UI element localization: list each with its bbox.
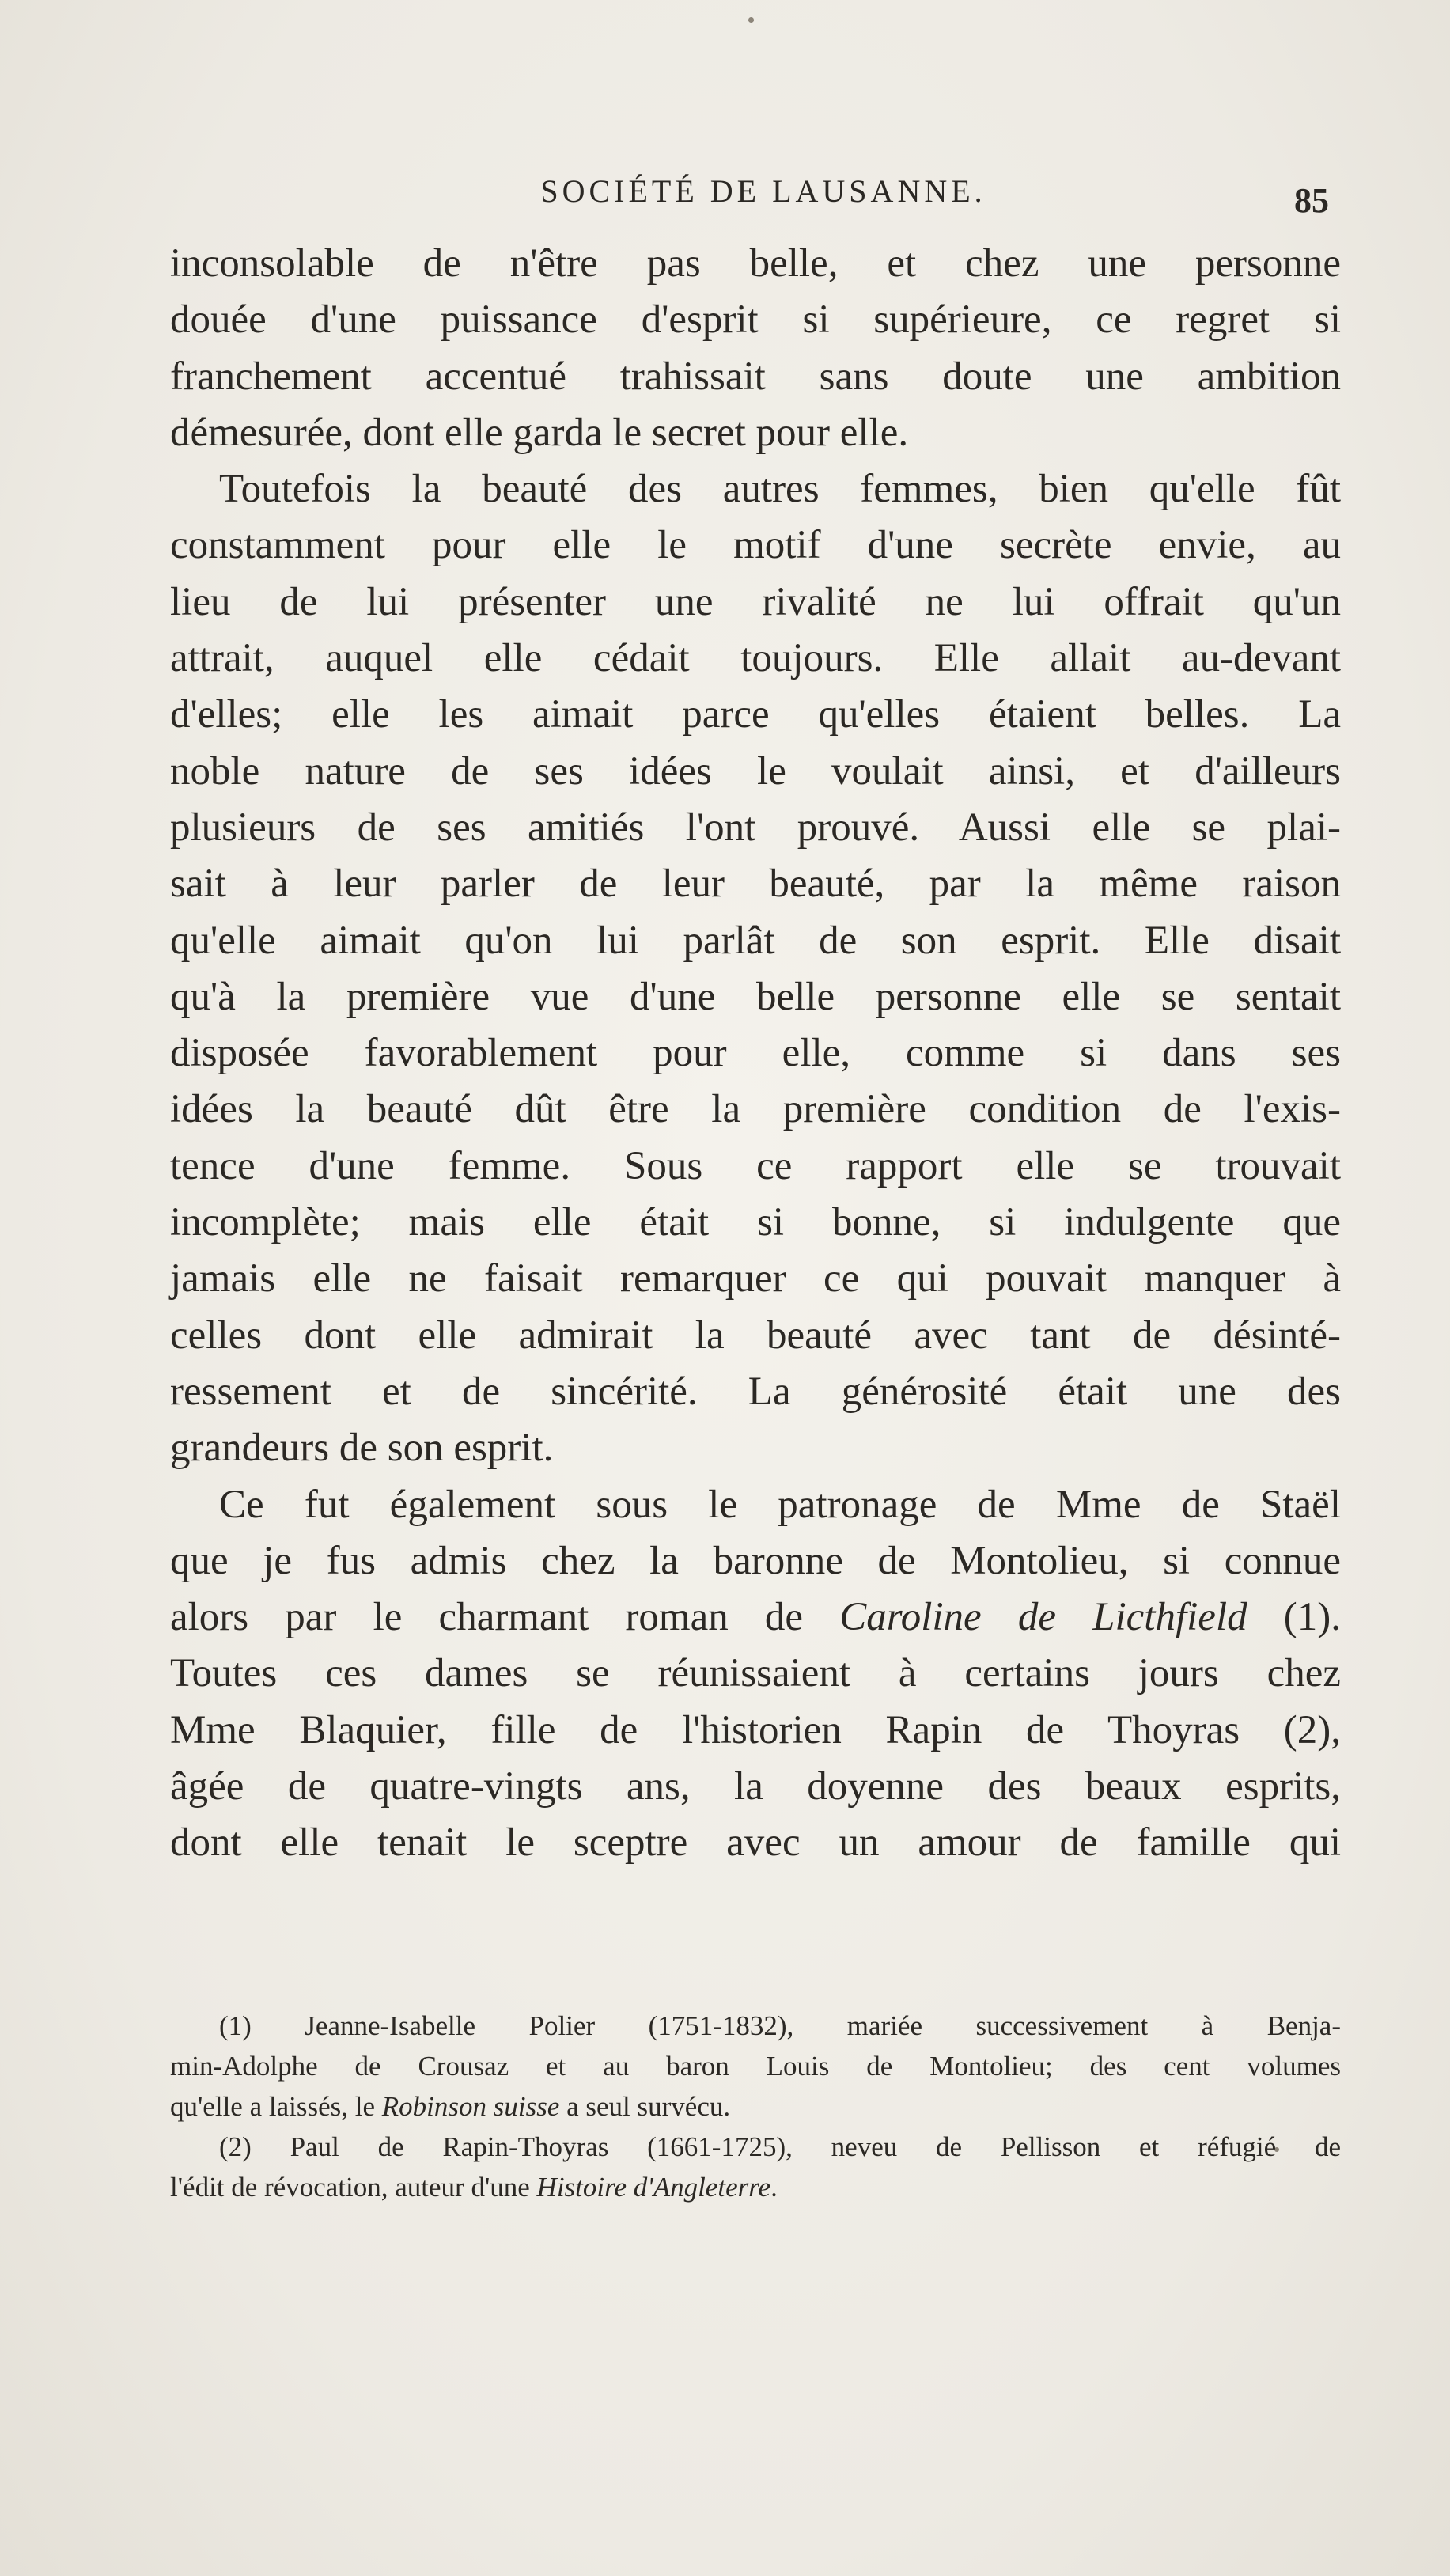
text-line: d'elles; elle les aimait parce qu'elles étaient belles. La bbox=[170, 692, 1341, 737]
text-line: démesurée, dont elle garda le secret pour elle. bbox=[170, 410, 909, 455]
text-line: plusieurs de ses amitiés l'ont prouvé. Aussi elle se plai- bbox=[170, 805, 1341, 850]
page-number: 85 bbox=[1294, 181, 1329, 220]
footnotes bbox=[170, 2006, 1341, 2207]
text-line: qu'elle aimait qu'on lui parlât de son esprit. Elle disait bbox=[170, 918, 1341, 963]
footnote-line: min-Adolphe de Crousaz et au baron Louis de Montolieu; des cent volumes bbox=[170, 2051, 1341, 2082]
text-line: Toutefois la beauté des autres femmes, bien qu'elle fût bbox=[219, 467, 1341, 512]
text-line: tence d'une femme. Sous ce rapport elle se trouvait bbox=[170, 1143, 1341, 1188]
text-line: Toutes ces dames se réunissaient à certains jours chez bbox=[170, 1651, 1341, 1696]
text-line: jamais elle ne faisait remarquer ce qui pouvait manquer à bbox=[170, 1256, 1341, 1301]
text-segment: . bbox=[770, 2172, 778, 2203]
book-title: Histoire d'Angleterre bbox=[536, 2172, 771, 2203]
running-title: SOCIÉTÉ DE LAUSANNE. bbox=[540, 173, 986, 209]
text-segment: qu'elle a laissés, le bbox=[170, 2091, 382, 2122]
text-line: franchement accentué trahissait sans doute une ambition bbox=[170, 354, 1341, 399]
text-line bbox=[170, 1589, 1341, 1646]
running-head bbox=[170, 168, 1357, 223]
novel-title: Caroline de Licthfield bbox=[839, 1595, 1247, 1640]
text-line: douée d'une puissance d'esprit si supérieure, ce regret si bbox=[170, 297, 1341, 343]
text-line: sait à leur parler de leur beauté, par la même raison bbox=[170, 862, 1341, 907]
footnote-line bbox=[170, 2167, 1341, 2207]
footnote-line: (1) Jeanne-Isabelle Polier (1751-1832), mariée successivement à Benja- bbox=[219, 2010, 1341, 2041]
text-line: que je fus admis chez la baronne de Montolieu, si connue bbox=[170, 1538, 1341, 1583]
text-line: âgée de quatre-vingts ans, la doyenne des beaux esprits, bbox=[170, 1764, 1341, 1809]
text-line: dont elle tenait le sceptre avec un amour de famille qui bbox=[170, 1820, 1341, 1866]
text-line: celles dont elle admirait la beauté avec tant de désinté- bbox=[170, 1313, 1341, 1358]
text-segment: l'édit de révocation, auteur d'une bbox=[170, 2172, 537, 2203]
text-line: qu'à la première vue d'une belle personne elle se sentait bbox=[170, 974, 1341, 1019]
text-line: constamment pour elle le motif d'une secrète envie, au bbox=[170, 523, 1341, 568]
text-line: Mme Blaquier, fille de l'historien Rapin de Thoyras (2), bbox=[170, 1707, 1341, 1752]
text-segment: a seul survécu. bbox=[559, 2091, 731, 2122]
text-line: grandeurs de son esprit. bbox=[170, 1426, 554, 1471]
footnote-line: (2) Paul de Rapin-Thoyras (1661-1725), neveu de Pellisson et réfugié de bbox=[219, 2131, 1341, 2162]
text-line: ressement et de sincérité. La générosité était une des bbox=[170, 1369, 1341, 1414]
body-text bbox=[170, 236, 1341, 1872]
footnote-ref: (1). bbox=[1247, 1595, 1342, 1640]
text-line: incomplète; mais elle était si bonne, si indulgente que bbox=[170, 1200, 1341, 1245]
text-segment: alors par le charmant roman de bbox=[170, 1595, 840, 1640]
text-line: idées la beauté dût être la première condition de l'exis- bbox=[170, 1087, 1341, 1132]
text-line: attrait, auquel elle cédait toujours. Elle allait au-devant bbox=[170, 636, 1341, 681]
text-line: lieu de lui présenter une rivalité ne lui offrait qu'un bbox=[170, 579, 1341, 624]
text-line: noble nature de ses idées le voulait ainsi, et d'ailleurs bbox=[170, 748, 1341, 794]
footnote-line bbox=[170, 2086, 1341, 2127]
book-title: Robinson suisse bbox=[381, 2091, 560, 2122]
text-line: inconsolable de n'être pas belle, et chez une personne bbox=[170, 241, 1341, 286]
paper-speck bbox=[748, 17, 754, 23]
text-line: Ce fut également sous le patronage de Mme de Staël bbox=[219, 1482, 1341, 1527]
text-line: disposée favorablement pour elle, comme si dans ses bbox=[170, 1031, 1341, 1076]
